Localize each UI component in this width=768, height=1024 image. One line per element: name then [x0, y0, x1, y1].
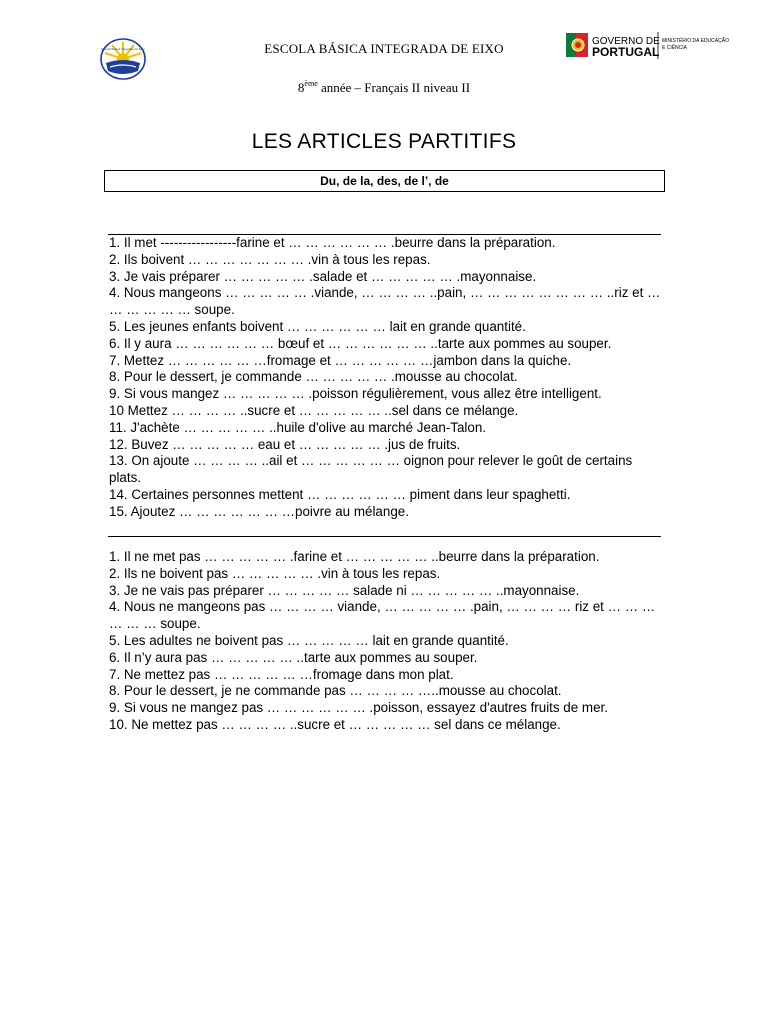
exercise-item: 2. Ils boivent … … … … … … … .vin à tous les repas.	[109, 251, 431, 267]
exercise-item: 8. Pour le dessert, je ne commande pas … … … … …..mousse au chocolat.	[109, 683, 562, 699]
exercise-item: 4. Nous ne mangeons pas … … … … viande, … … … … … .pain, … … … … riz et … … … … … … soupe.	[109, 599, 656, 632]
exercise-item: 1. Il ne met pas … … … … … .farine et … … … … … ..beurre dans la préparation.	[109, 549, 600, 564]
class-grade-suffix: ème	[304, 79, 318, 88]
exercise-item: 12. Buvez … … … … … eau et … … … … … .jus de fruits.	[109, 436, 461, 452]
school-name: ESCOLA BÁSICA INTEGRADA DE EIXO	[264, 41, 504, 56]
exercise-list-negative	[109, 549, 665, 734]
gov-logo-line2: PORTUGAL	[592, 45, 660, 59]
divider-line	[108, 536, 661, 537]
government-logo	[566, 29, 736, 63]
exercise-item: 7. Mettez … … … … … …fromage et … … … … … …jambon dans la quiche.	[109, 352, 572, 368]
exercise-item: 5. Les adultes ne boivent pas … … … … … lait en grande quantité.	[109, 632, 509, 648]
exercise-item: 3. Je ne vais pas préparer … … … … … salade ni … … … … … ..mayonnaise.	[109, 582, 580, 598]
exercise-item: 6. Il y aura … … … … … … bœuf et … … … … … … ..tarte aux pommes au souper.	[109, 335, 612, 351]
exercise-item: 13. On ajoute … … … … ..ail et … … … … … … oignon pour relever le goût de certains plats.	[109, 453, 633, 486]
exercise-item: 7. Ne mettez pas … … … … … …fromage dans mon plat.	[109, 666, 454, 682]
class-grade: 8	[297, 80, 305, 95]
exercise-item: 1. Il met -----------------farine et … … … … … … .beurre dans la préparation.	[109, 235, 556, 250]
exercise-item: 8. Pour le dessert, je commande … … … … … .mousse au chocolat.	[109, 369, 518, 385]
exercise-item: 10. Ne mettez pas … … … … ..sucre et … … … … … sel dans ce mélange.	[109, 716, 561, 732]
exercise-item: 6. Il n’y aura pas … … … … … ..tarte aux pommes au souper.	[109, 649, 478, 665]
exercise-item: 3. Je vais préparer … … … … … .salade et … … … … … .mayonnaise.	[109, 268, 537, 284]
page-title: LES ARTICLES PARTITIFS	[251, 130, 517, 153]
exercise-item: 9. Si vous mangez … … … … … .poisson régulièrement, vous allez être intelligent.	[109, 386, 602, 402]
exercise-item: 10 Mettez … … … … ..sucre et … … … … … ..sel dans ce mélange.	[109, 402, 519, 418]
gov-logo-ministry-line1: MINISTÉRIO DA EDUCAÇÃO	[662, 38, 729, 44]
exercise-item: 5. Les jeunes enfants boivent … … … … … … lait en grande quantité.	[109, 318, 526, 334]
class-description: année – Français II niveau II	[317, 80, 471, 95]
exercise-item: 9. Si vous ne mangez pas … … … … … … .poisson, essayez d'autres fruits de mer.	[109, 700, 608, 716]
exercise-item: 14. Certaines personnes mettent … … … … … … piment dans leur spaghetti.	[109, 486, 571, 502]
articles-box: Du, de la, des, de l’, de	[104, 170, 665, 192]
exercise-item: 11. J'achète … … … … … ..huile d'olive au marché Jean-Talon.	[109, 419, 487, 435]
exercise-item: 2. Ils ne boivent pas … … … … … .vin à tous les repas.	[109, 565, 441, 581]
exercise-list-affirmative	[109, 235, 665, 521]
exercise-item: 4. Nous mangeons … … … … … .viande, … … … … ..pain, … … … … … … … … ..riz et … … … … … … soupe.	[109, 285, 661, 318]
exercise-item: 15. Ajoutez … … … … … … …poivre au mélange.	[109, 503, 409, 519]
gov-logo-ministry-line2: E CIÊNCIA	[662, 45, 688, 51]
gov-logo-line1: GOVERNO DE	[592, 36, 660, 47]
class-line	[0, 79, 768, 96]
school-logo-text: Escola Básica Integrada de Eixo	[101, 47, 145, 51]
